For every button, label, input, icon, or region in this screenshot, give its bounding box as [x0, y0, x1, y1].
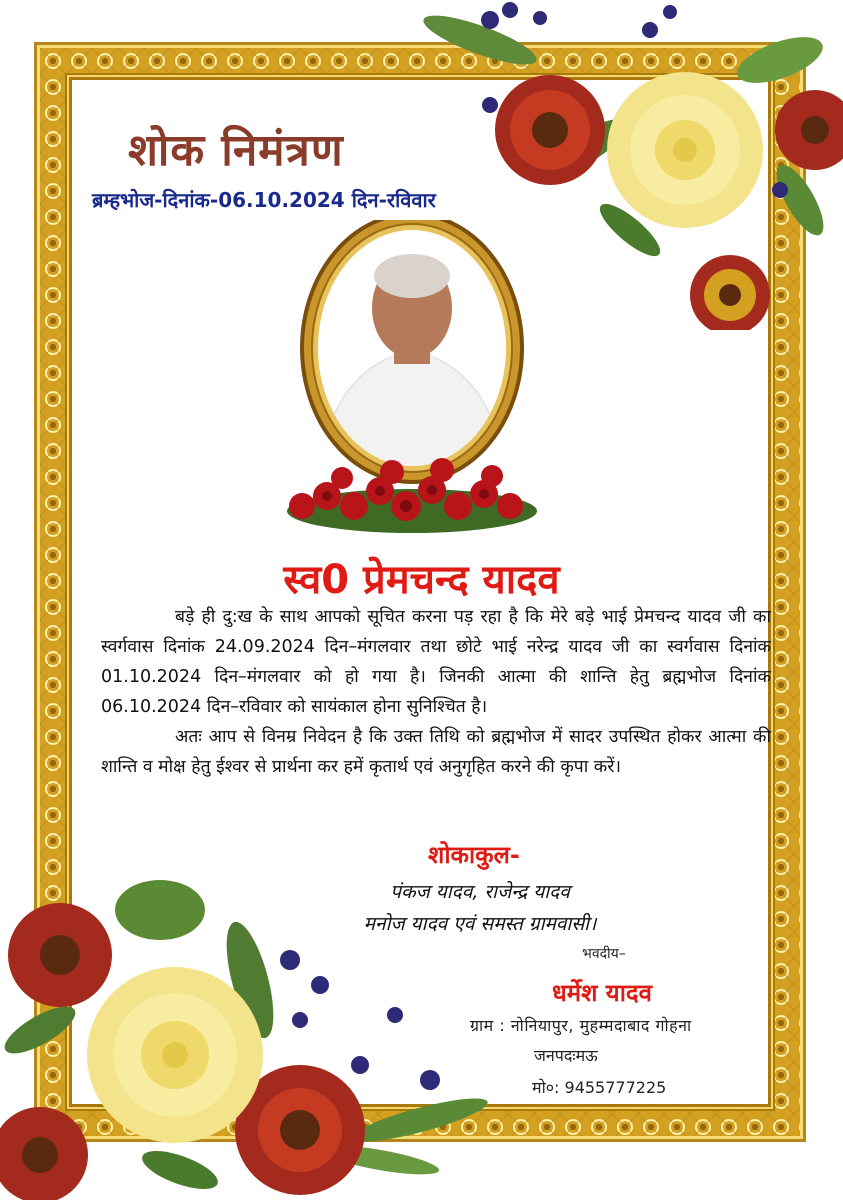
sender-name: धर्मेश यादव: [552, 979, 653, 1007]
message-body: [101, 602, 771, 782]
message-paragraph-2: अतः आप से विनम्र निवेदन है कि उक्त तिथि को ब्रह्मभोज में सादर उपस्थित होकर आत्मा की शान्ति व मोक्ष हेतु ईश्वर से प्रार्थना कर हमें कृतार्थ एवं अनुगृहित करने की कृपा करें।: [101, 727, 771, 777]
portrait-frame: [298, 220, 526, 492]
mourners-line-1: पंकज यादव, राजेन्द्र यादव: [390, 881, 570, 903]
page-title: शोक निमंत्रण: [128, 125, 344, 176]
sender-district: जनपदःमऊ: [534, 1046, 598, 1065]
portrait-photo: [298, 220, 526, 492]
ceremony-date-subtitle: ब्रम्हभोज-दिनांक-06.10.2024 दिन-रविवार: [92, 188, 436, 212]
message-paragraph-1: बड़े ही दु:ख के साथ आपको सूचित करना पड़ रहा है कि मेरे बड़े भाई प्रेमचन्द यादव जी का स्वर्गवास दिनांक 24.09.2024 दिन–मंगलवार तथा छोटे भाई नरेन्द्र यादव जी का स्वर्गवास दिनांक 01.10.2024 दिन–मंगलवार को हो गया है। जिनकी आत्मा की शान्ति हेतु ब्रह्मभोज दिनांक 06.10.2024 दिन–रविवार को सायंकाल होना सुनिश्चित है।: [101, 607, 771, 717]
mourners-list: [300, 876, 660, 940]
deceased-name: स्व0 प्रेमचन्द यादव: [283, 557, 560, 603]
rose-bouquet-icon: [282, 456, 542, 536]
mourners-line-2: मनोज यादव एवं समस्त ग्रामवासी।: [363, 913, 597, 935]
sender-village: ग्राम : नोनियापुर, मुहम्मदाबाद गोहना: [470, 1016, 692, 1035]
mourners-heading: शोकाकुल-: [428, 841, 520, 869]
sender-mobile: मो०: 9455777225: [532, 1078, 667, 1097]
closing-salutation: भवदीय–: [582, 946, 626, 962]
